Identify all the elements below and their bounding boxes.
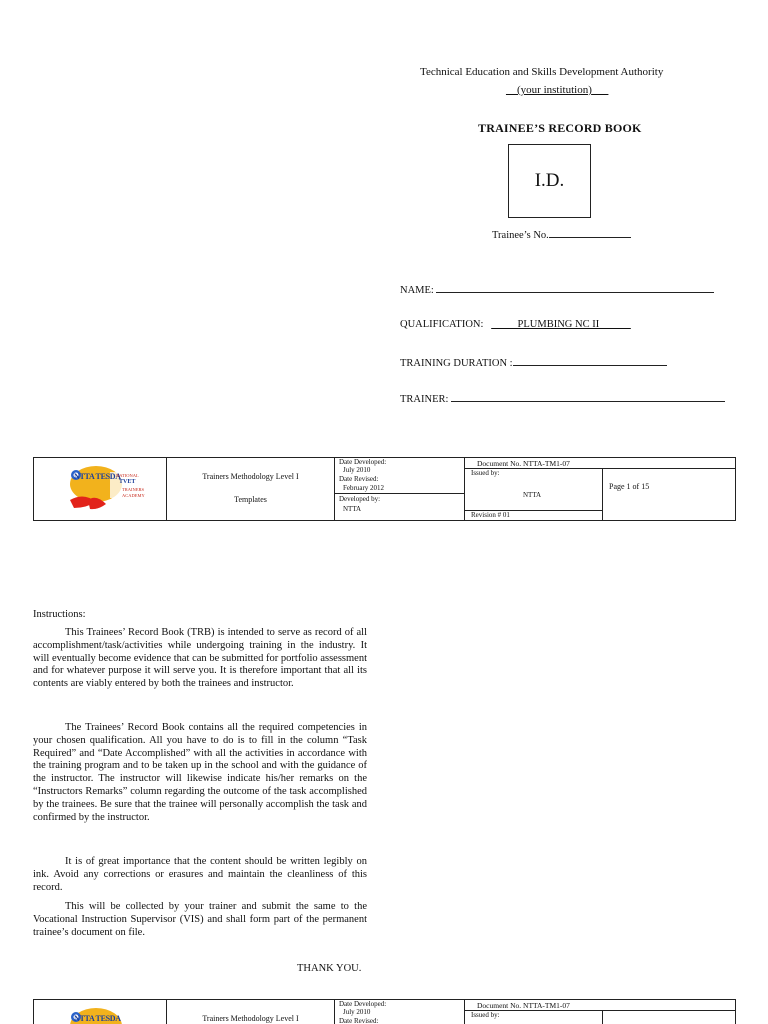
doc-divider-top-2: [465, 1010, 736, 1011]
page-number: Page 1 of 15: [609, 482, 650, 491]
date-developed-value: July 2010: [343, 466, 371, 474]
logo-text: NTTA TESDA: [74, 472, 121, 481]
doc-divider-vertical: [602, 468, 603, 520]
revision-number: Revision # 01: [471, 511, 510, 519]
instructions-paragraph-1: This Trainees’ Record Book (TRB) is intended to serve as record of all accomplishment/task/activities while undergoing training in the industry. It will eventually become evidence that can be submitted for portfolio assessment and for whatever purpose it will serve you. It is therefore important that all its contents are viably entered by both the trainees and instructor.: [33, 627, 367, 690]
closing-thank-you: THANK YOU.: [297, 963, 362, 974]
logo-sub-trainers: TRAINERS: [122, 487, 145, 492]
instructions-heading: Instructions:: [33, 609, 86, 620]
developed-by-value: NTTA: [343, 505, 362, 513]
course-title: Trainers Methodology Level I: [202, 472, 299, 481]
document-footer-page-2: [33, 999, 736, 1024]
logo-sub-tvet: TVET: [119, 479, 136, 485]
date-developed-label-2: Date Developed:: [339, 1000, 387, 1008]
date-revised-value: February 2012: [343, 484, 385, 492]
trainee-number-field[interactable]: [492, 228, 631, 241]
qualification-field[interactable]: [400, 319, 631, 330]
name-blank[interactable]: [436, 283, 714, 293]
footer-logo-cell: [34, 458, 167, 520]
instructions-paragraph-3: It is of great importance that the content should be written legibly on ink. Avoid any corrections or erasures and maintain the cleanliness of this record.: [33, 856, 367, 893]
issued-by-label: Issued by:: [471, 469, 500, 477]
trainee-number-label: Trainee’s No.: [492, 230, 549, 241]
trainer-label: TRAINER:: [400, 394, 449, 405]
date-revised-label: Date Revised:: [339, 475, 379, 483]
footer-logo-cell-2: [34, 1000, 167, 1024]
logo-text-2: NTTA TESDA: [74, 1014, 121, 1023]
footer-dates-cell-2: [335, 1000, 465, 1024]
trainer-field[interactable]: [400, 392, 725, 405]
page-title: TRAINEE’S RECORD BOOK: [478, 121, 642, 135]
date-developed-label: Date Developed:: [339, 458, 387, 466]
document-number: Document No. NTTA-TM1-07: [477, 459, 570, 468]
training-duration-label: TRAINING DURATION :: [400, 358, 513, 369]
name-field[interactable]: [400, 283, 714, 296]
institution-line: [506, 84, 608, 96]
id-label: I.D.: [534, 170, 565, 191]
dates-divider: [335, 493, 464, 494]
trainer-blank[interactable]: [451, 392, 725, 402]
footer-document-cell-2: [465, 1000, 736, 1024]
authority-name: Technical Education and Skills Development Authority: [420, 66, 664, 78]
issued-by-label-2: Issued by:: [471, 1011, 500, 1019]
logo-sub-academy: ACADEMY: [122, 493, 145, 498]
institution-suffix: ___: [591, 84, 609, 96]
instructions-paragraph-4: This will be collected by your trainer and submit the same to the Vocational Instruction Supervisor (VIS) and shall form part of the permanent trainee’s document on file.: [33, 901, 367, 938]
training-duration-blank[interactable]: [513, 356, 667, 366]
date-revised-label-2: Date Revised:: [339, 1017, 379, 1024]
qualification-label: QUALIFICATION:: [400, 319, 484, 330]
footer-dates-cell: [335, 458, 465, 520]
doc-divider-top: [465, 468, 736, 469]
footer-course-cell: [167, 458, 335, 520]
course-title-2: Trainers Methodology Level I: [202, 1014, 299, 1023]
footer-course-cell-2: [167, 1000, 335, 1024]
qualification-value[interactable]: _____PLUMBING NC II______: [491, 319, 631, 330]
date-developed-value-2: July 2010: [343, 1008, 371, 1016]
document-number-2: Document No. NTTA-TM1-07: [477, 1001, 570, 1010]
name-label: NAME:: [400, 285, 434, 296]
instructions-paragraph-2: The Trainees’ Record Book contains all the required competencies in your chosen qualification. All you have to do is to fill in the column “Task Required” and “Date Accomplished” with all the activities in accordance with the training program and to be taken up in the school and with the guidance of the instructor. The instructor will likewise indicate his/her remarks on the “Instructors Remarks” column regarding the outcome of the task accomplished by the trainees. Be sure that the trainee will personally accomplish the task and confirmed by the instructor.: [33, 722, 367, 823]
training-duration-field[interactable]: [400, 356, 667, 369]
id-photo-box: [508, 144, 591, 218]
institution-name: (your institution): [517, 84, 592, 96]
logo-sub-national: NATIONAL: [116, 473, 139, 478]
footer-document-cell: [465, 458, 736, 520]
trainee-number-blank[interactable]: [549, 228, 631, 238]
developed-by-label: Developed by:: [339, 495, 381, 503]
doc-divider-vertical-2: [602, 1010, 603, 1024]
issued-by-value: NTTA: [523, 491, 542, 499]
document-footer: [33, 457, 736, 521]
module-title: Templates: [234, 495, 267, 504]
institution-prefix: __: [506, 84, 517, 96]
